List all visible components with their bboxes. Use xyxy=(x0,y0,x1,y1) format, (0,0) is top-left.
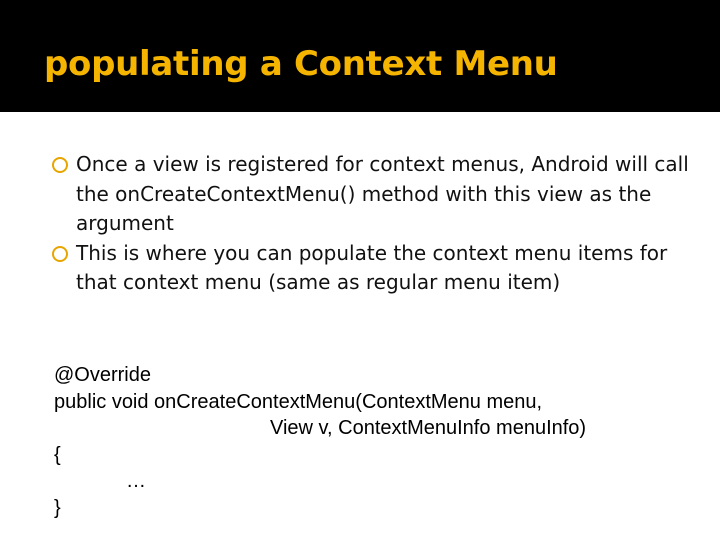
bullet-item xyxy=(52,239,692,298)
code-line-parameters: View v, ContextMenuInfo menuInfo) xyxy=(270,417,587,439)
circle-bullet-icon xyxy=(52,246,68,262)
code-block xyxy=(54,362,694,521)
slide-title: populating a Context Menu xyxy=(44,44,558,84)
code-line-close-brace: } xyxy=(54,496,61,519)
bullet-text: Once a view is registered for context menus, Android will call the onCreateContextMenu() method with this view as the argument xyxy=(76,152,689,235)
code-line-annotation: @Override xyxy=(54,364,151,386)
code-line-signature: public void onCreateContextMenu(ContextMenu menu, xyxy=(54,390,543,413)
code-line-open-brace: { xyxy=(54,443,61,466)
title-bar xyxy=(0,0,720,112)
bullet-item xyxy=(52,150,692,239)
code-line-ellipsis: … xyxy=(126,470,146,492)
bullet-list xyxy=(52,150,692,298)
circle-bullet-icon xyxy=(52,157,68,173)
bullet-text: This is where you can populate the context menu items for that context menu (same as regular menu item) xyxy=(76,240,668,294)
